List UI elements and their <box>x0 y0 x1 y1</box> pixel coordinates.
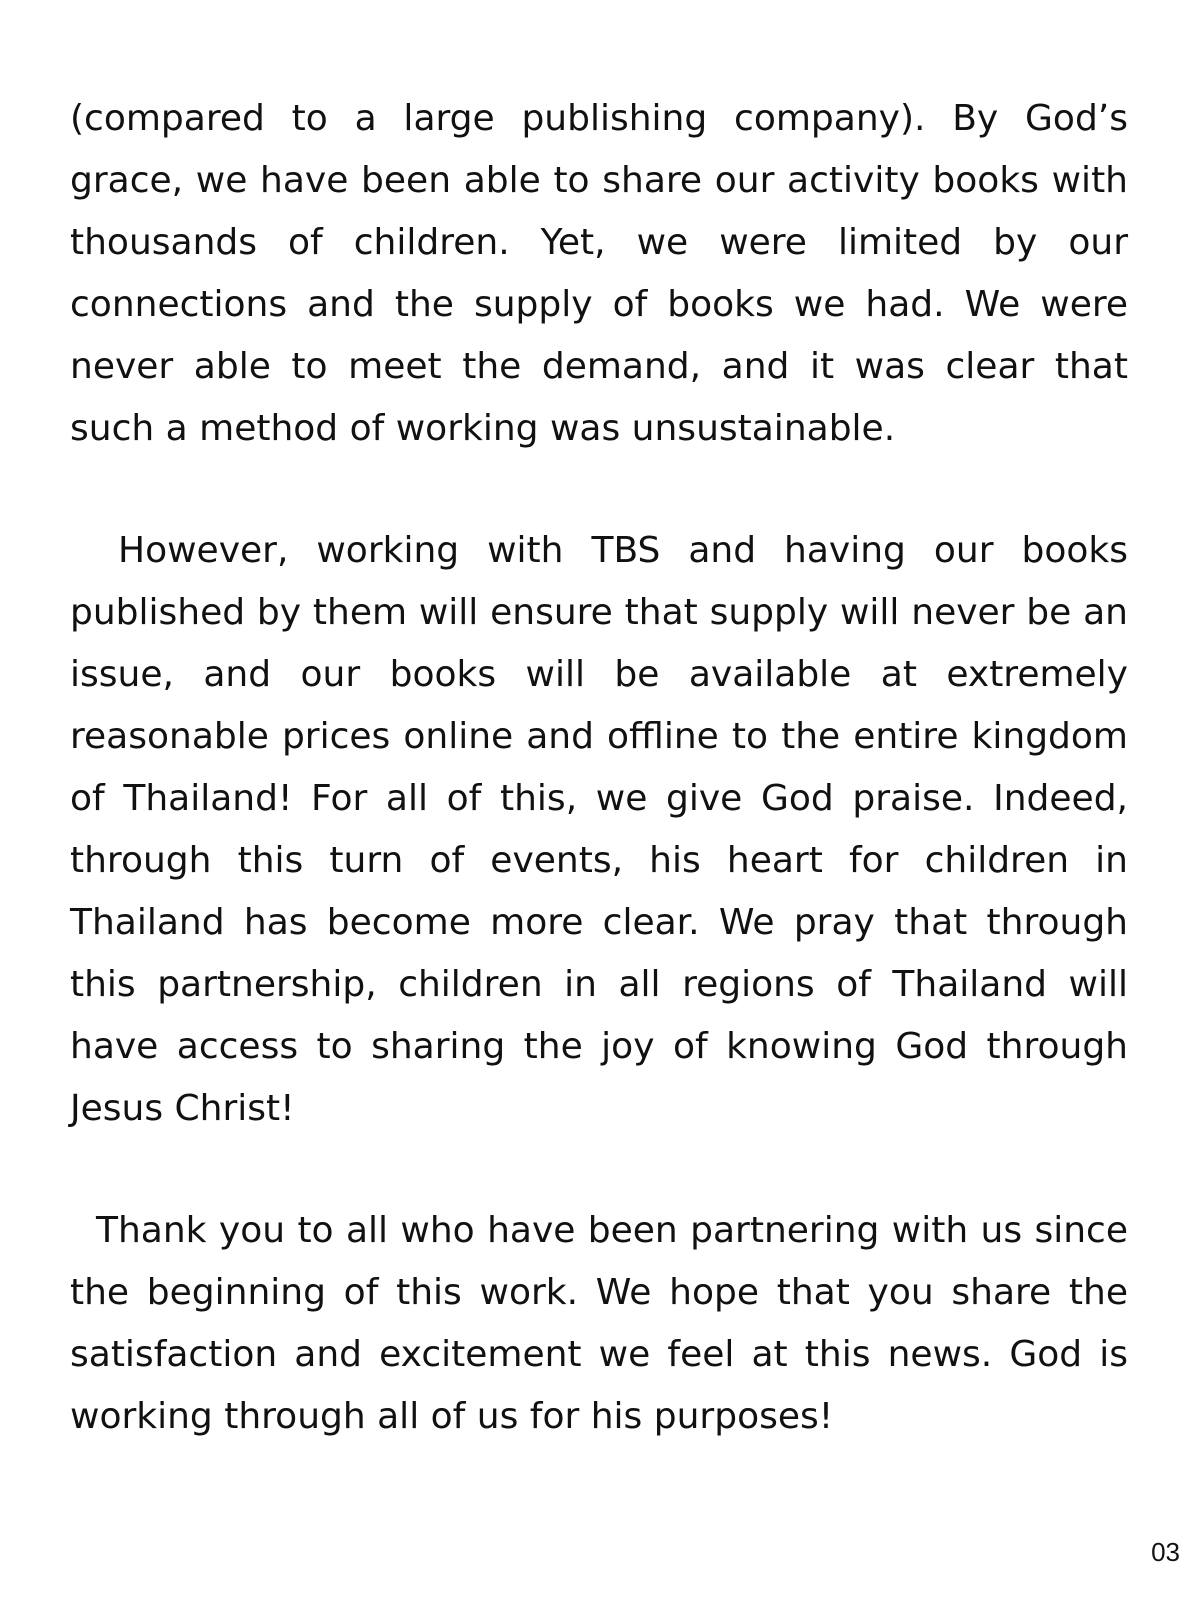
page-number: 03 <box>1151 1537 1180 1567</box>
paragraph-1: (compared to a large publishing company). By God’s grace, we have been able to share our activity books with thousands of children. Yet, we were limited by our connections and the supply of books we had. We were never able to meet the demand, and it was clear that such a method of working was unsustainable. <box>70 98 1128 449</box>
paragraph-2: However, working with TBS and having our books published by them will ensure that supply will never be an issue, and our books will be available at extremely reasonable prices online and offline to the entire kingdom of Thailand! For all of this, we give God praise. Indeed, through this turn of events, his heart for children in Thailand has become more clear. We pray that through this partnership, children in all regions of Thailand will have access to sharing the joy of knowing God through Jesus Christ! <box>70 530 1128 1129</box>
paragraph-3: Thank you to all who have been partnering with us since the beginning of this work. We hope that you share the satisfaction and excitement we feel at this news. God is working through all of us for his purposes! <box>70 1210 1128 1437</box>
document-body <box>70 88 1128 1448</box>
